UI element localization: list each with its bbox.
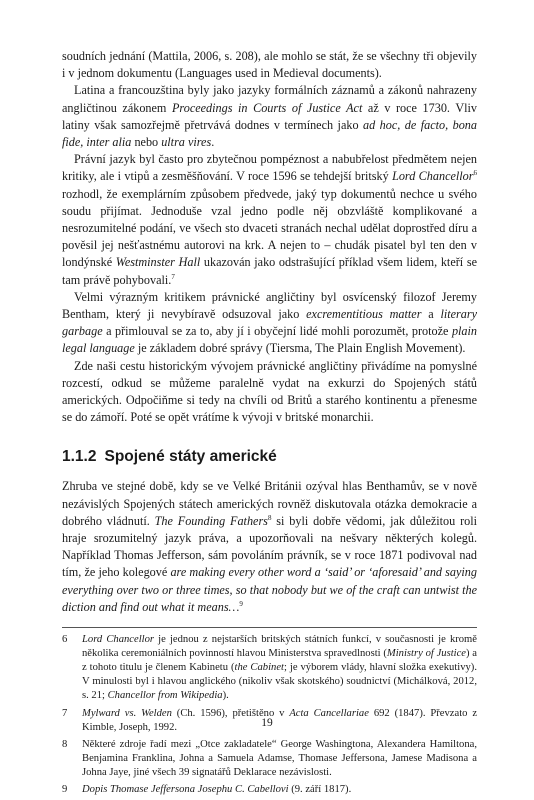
italic-act-name: Proceedings in Courts of Justice Act xyxy=(171,100,363,115)
footnote-ref-8[interactable]: 8 xyxy=(267,513,272,522)
paragraph-4: Velmi výrazným kritikem právnické angličtiny byl osvícenský filozof Jeremy Bentham, který ji nevybíravě odsuzoval jako excrementitious matter a literary garbage a přimlouval se za to, aby jí i obyčejní lidé mohli porozumět, protože plain legal language je základem dobré správy (Tiersma, The Plain English Movement). xyxy=(62,289,477,356)
paragraph-3: Právní jazyk byl často pro zbytečnou pompéznost a nabubřelost předmětem nejen kritiky, ale i vtipů a zesměšňování. V roce 1596 se tehdejší britský Lord Chancellor$^6$ rozhodl, že exemplárním způsobem předvede, jaký typ dokumentů nechce u svého soudu přijímat. Jednoduše vzal jedno podle něj obzvláště komplikované a nesrozumitelné podání, ve všech sto dvaceti stranách nechal udělat doprostřed díru a pověsil jej nešťastnému autorovi na krk. A nejen to – chudák pisatel byl ten den v londýnské Westminster Hall ukazován jako odstrašující příklad všem lidem, kteří se tam právě pohybovali.$^7$ xyxy=(62,152,478,287)
italic-westminster-hall: Westminster Hall xyxy=(115,255,201,270)
section-number: 1.1.2 xyxy=(62,448,97,466)
footnote-9 xyxy=(62,783,477,797)
paragraph-1 xyxy=(62,48,477,82)
footnote-ref-9[interactable]: 9 xyxy=(239,599,243,608)
italic-founding-fathers: The Founding Fathers xyxy=(154,513,268,528)
footnote-ref-6[interactable]: 6 xyxy=(473,169,478,178)
footnote-number: 9 xyxy=(62,784,68,796)
footnote-divider xyxy=(62,627,477,628)
paragraph-5 xyxy=(62,358,477,427)
italic-latin-terms: ad hoc, de facto, bona fide, inter alia xyxy=(62,117,477,150)
italic-plain-legal-language: plain legal language xyxy=(62,324,477,356)
footnote-6 xyxy=(62,633,477,703)
footnote-8 xyxy=(62,738,477,780)
paragraph-6: Zhruba ve stejné době, kdy se ve Velké Británii ozýval hlas Benthamův, se v nově nezávislých Spojených státech amerických rovněž diskutovala otázka demokracie a dobrého vládnutí. The Founding Fathers$^8$ si byli dobře vědomi, jak důležitou roli hraje srozumitelný jazyk práva, a upozorňovali na nešvary některých kolegů. Například Thomas Jefferson, sám povoláním právník, se v roce 1871 podivoval nad tím, že jeho kolegové are making every other word a ‘said’ or ‘aforesaid’ and saying everything over two or three times, so that nobody but we of the craft can untwist the diction and find out what it means…$^9$ xyxy=(62,479,478,614)
footnote-number: 7 xyxy=(62,707,68,719)
paragraph-2: Latina a francouzština byly jako jazyky formálních záznamů a zákonů nahrazeny angličtinou zákonem Proceedings in Courts of Justice Act až v roce 1730. Vliv latiny však samozřejmě přetrvává dodnes v termínech jako ad hoc, de facto, bona fide, inter alia nebo ultra vires. xyxy=(62,83,477,150)
footnote-text: Mylward vs. Welden (Ch. 1596), přetištěno v Acta Cancellariae 692 (1847). Převzato z Kimble, Joseph, 1992. xyxy=(82,707,478,733)
footnote-text: Některé zdroje řadí mezi „Otce zakladatele“ George Washingtona, Alexandera Hamiltona, Benjamina Franklina, Johna a Samuela Adamse, Thomase Jeffersona, Jamese Madisona a Johna Jaye, jiné všech 39 signatářů Deklarace nezávislosti. xyxy=(82,738,477,778)
italic-lord-chancellor: Lord Chancellor xyxy=(392,169,474,184)
footnote-text: Lord Chancellor je jednou z nejstarších britských státních funkcí, v současnosti je kromě několika ceremoniálních povinností hlavou Ministerstva spravedlnosti (Ministry of Justice) a z tohoto titulu je členem Kabinetu (the Cabinet; je výborem vlády, hlavní složka exekutivy). V minulosti byl i hlavou anglického (nikoliv však skotského) soudnictví (Michálková, 2012, s. 21; Chancellor from Wikipedia). xyxy=(82,634,478,702)
italic-excrementitious-matter: excrementitious matter xyxy=(306,307,422,322)
footnote-text: Dopis Thomase Jeffersona Josephu C. Cabellovi (9. září 1817). xyxy=(82,784,352,796)
footnote-ref-7[interactable]: 7 xyxy=(171,272,175,281)
italic-jefferson-quote: are making every other word a ‘said’ or ‘aforesaid’ and saying everything over two or three times, so that nobody but we of the craft can untwist the diction and find out what it means… xyxy=(62,565,477,614)
page-body xyxy=(62,48,477,800)
section-title: Spojené státy americké xyxy=(104,448,277,466)
section-heading xyxy=(62,448,477,466)
italic-ultra-vires: ultra vires xyxy=(161,135,212,150)
page-number: 19 xyxy=(261,717,273,729)
footnote-number: 6 xyxy=(62,634,68,646)
italic-literary-garbage: literary garbage xyxy=(62,307,477,339)
footnote-number: 8 xyxy=(62,738,68,750)
paragraph-5-text: Zde naši cestu historickým vývojem právnické angličtiny přivádíme na pomyslné rozcestí, odkud se můžeme paralelně vydat na exkurzi do Spojených států amerických. Odpočiňme si tedy na chvíli od Britů a starého kontinentu a přenesme se do zámoří. Poté se opět vrátíme k vývoji v britské monarchii. xyxy=(62,358,477,425)
paragraph-1-text: soudních jednání (Mattila, 2006, s. 208), ale mohlo se stát, že se všechny tři objevily i v jednom dokumentu (Languages used in Medieval documents). xyxy=(62,49,477,81)
